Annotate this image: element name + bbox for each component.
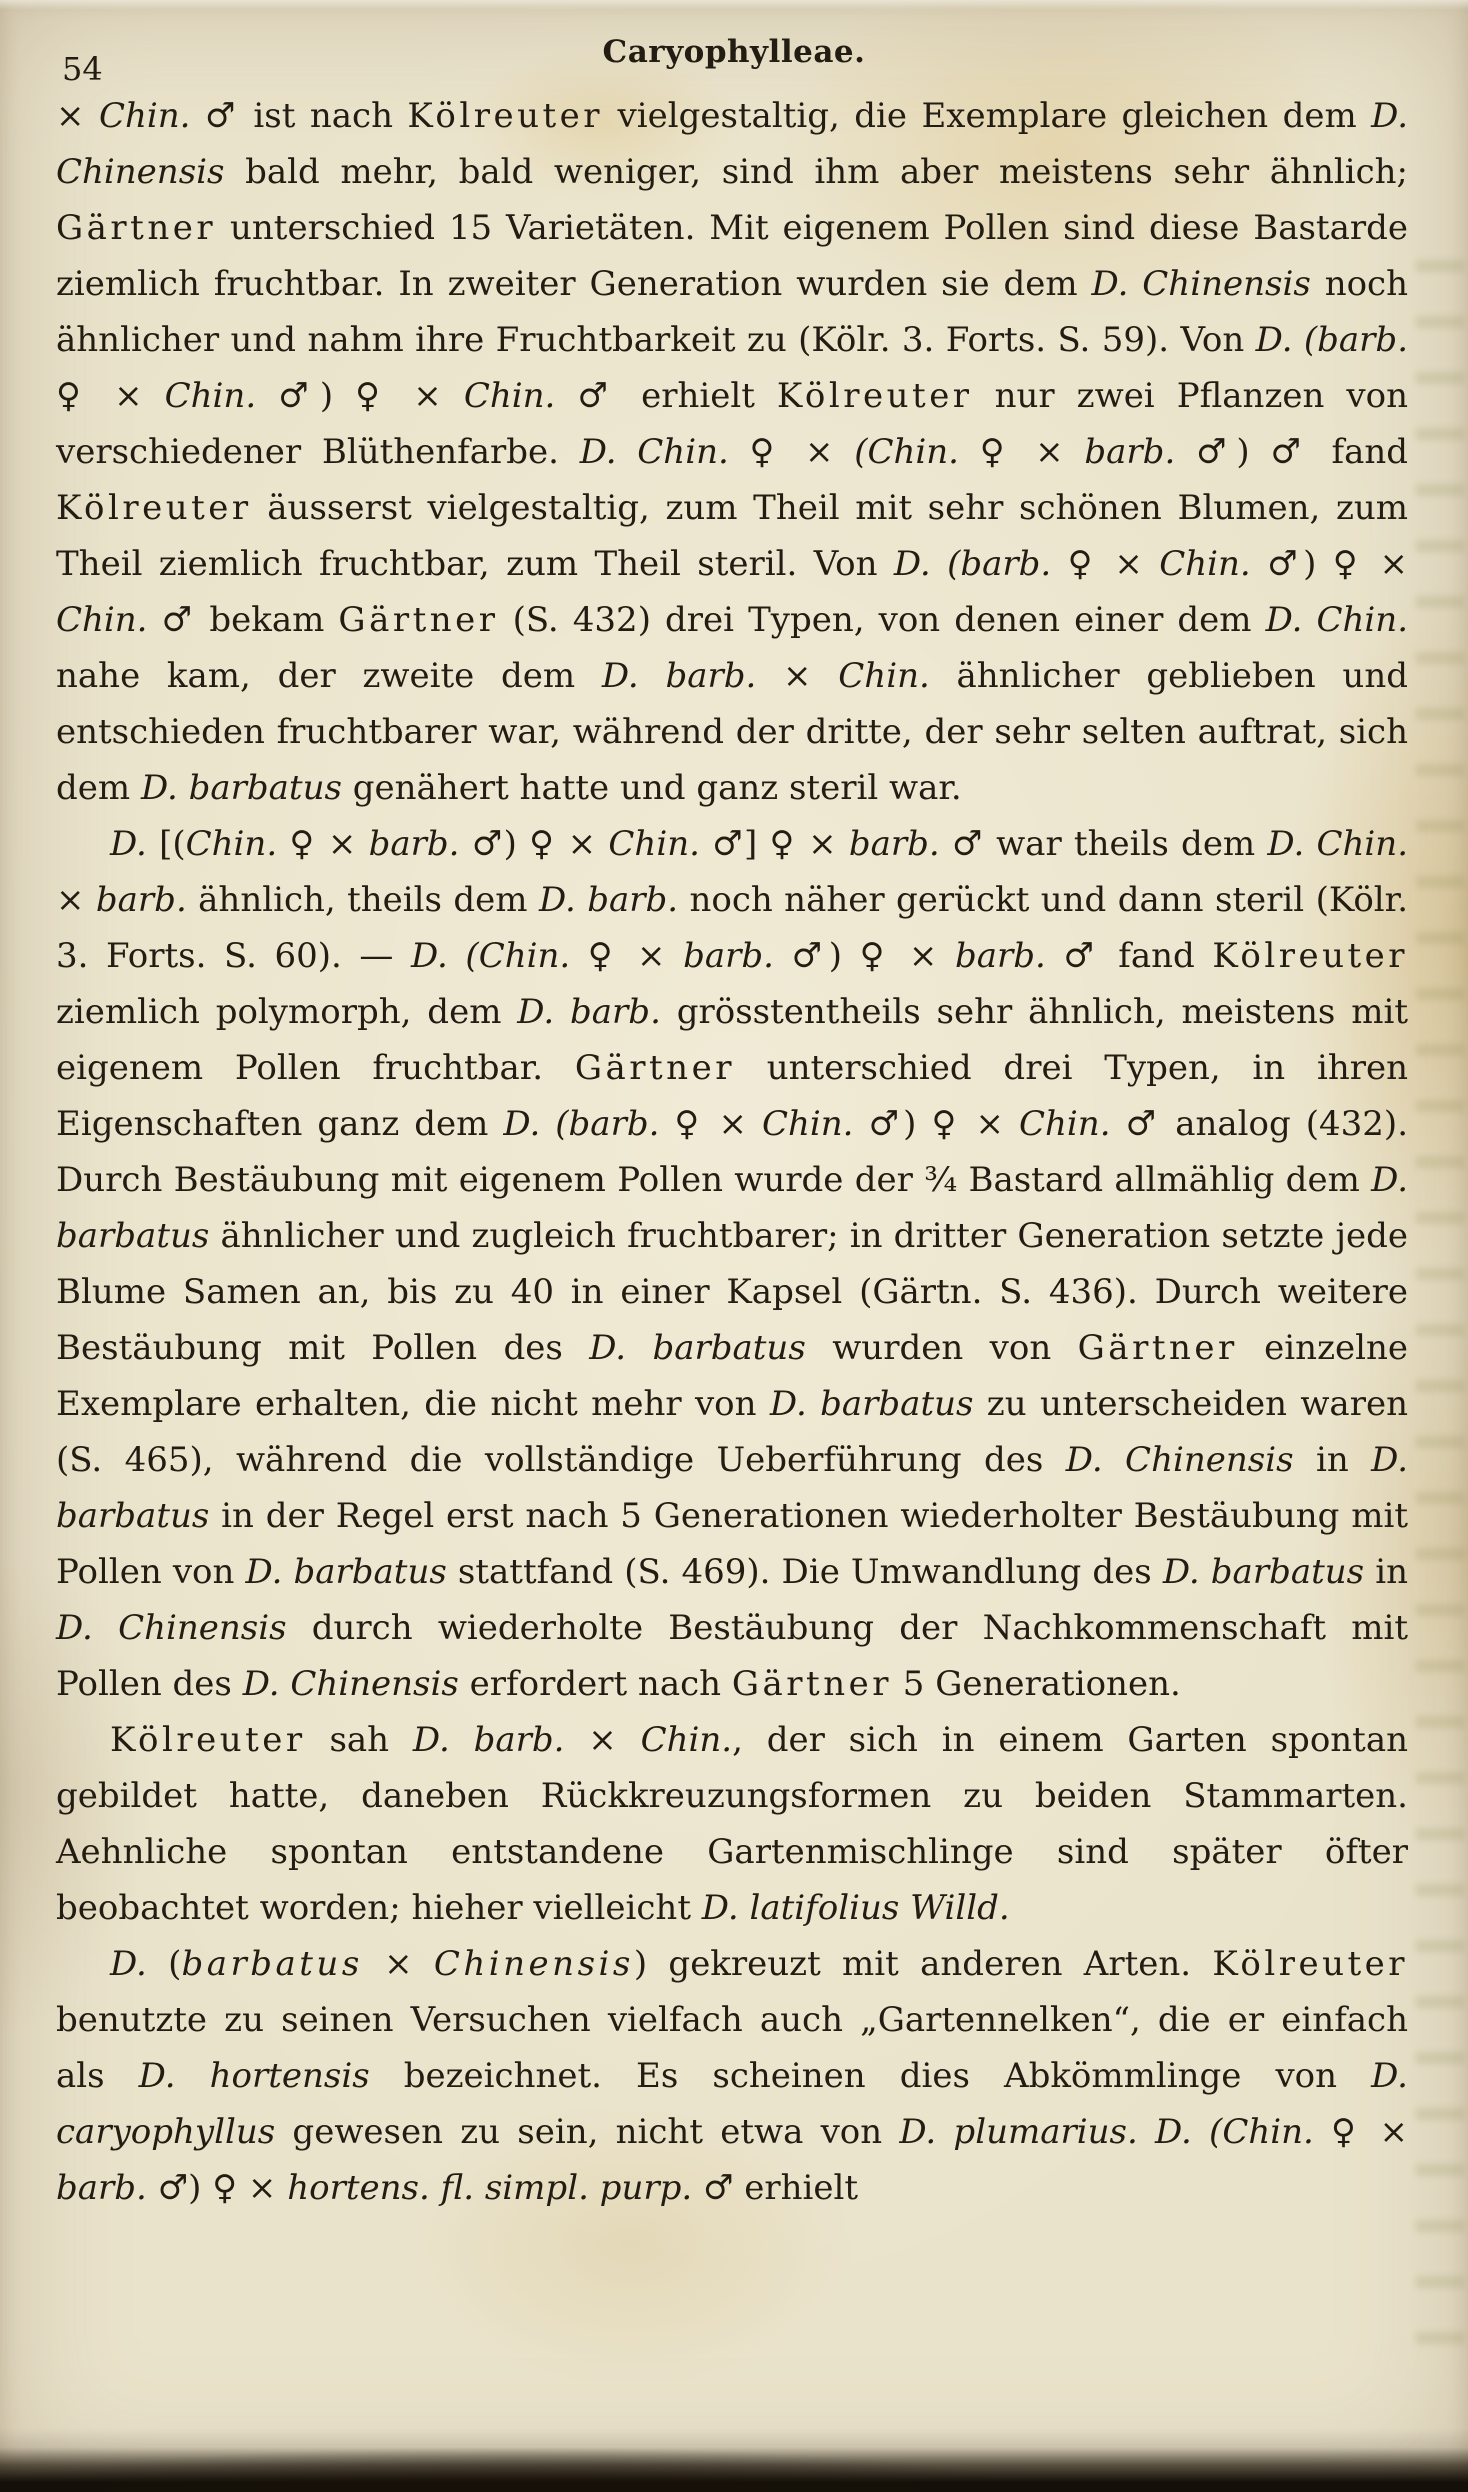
text-segment: × xyxy=(756,656,839,696)
text-segment: barb. xyxy=(683,936,774,976)
text-segment: ähnlich, theils dem xyxy=(186,880,539,920)
text-segment: hortens. fl. simpl. purp. xyxy=(287,2168,693,2208)
text-segment: in xyxy=(1293,1440,1372,1480)
paragraph xyxy=(56,816,1408,1712)
text-segment: ♂) ♀ × xyxy=(773,936,955,976)
text-segment: barb. xyxy=(848,824,940,864)
text-segment: D. caryophyllus xyxy=(56,2056,1408,2152)
text-segment: ♂) ♀ × xyxy=(459,824,609,864)
text-segment: D. plumarius. xyxy=(899,2112,1138,2152)
running-title: Caryophylleae. xyxy=(602,34,866,70)
text-segment: D. hortensis xyxy=(138,2056,370,2096)
text-segment: in der Regel erst nach 5 Generationen wiederholter Bestäubung mit Pollen von xyxy=(56,1496,1408,1592)
text-segment: barb. xyxy=(954,936,1046,976)
text-segment: genähert hatte und ganz steril war. xyxy=(341,768,962,808)
text-segment: ♀ × xyxy=(277,824,369,864)
text-segment: D. barbatus xyxy=(140,768,342,808)
text-segment: wurden von xyxy=(805,1328,1078,1368)
text-segment: barb. xyxy=(95,880,187,920)
text-segment: ♀ × xyxy=(1313,2112,1408,2152)
text-segment: ♂ erhielt xyxy=(555,376,777,416)
page-bottom-edge-shadow xyxy=(0,2428,1468,2492)
text-segment: Kölreuter xyxy=(56,488,252,528)
text-segment: D. Chinensis xyxy=(1065,1440,1294,1480)
text-segment: D. barb. xyxy=(412,1720,565,1760)
text-segment: D. latifolius xyxy=(701,1888,900,1928)
text-segment: bald mehr, bald weniger, sind ihm aber meistens sehr ähnlich; xyxy=(224,152,1408,192)
text-segment: Gärtner xyxy=(56,208,217,248)
text-segment: sah xyxy=(305,1720,413,1760)
text-segment: , der sich in einem Garten spontan gebildet hatte, daneben Rückkreuzungsformen zu beiden Stammarten. Aehnliche spontan entstandene Gartenmischlinge sind später öfter beobachtet worden; hieher vielleicht xyxy=(56,1720,1409,1928)
text-segment: D. barbatus xyxy=(589,1328,806,1368)
page-number: 54 xyxy=(62,50,103,88)
text-segment: ♀ × xyxy=(659,1104,762,1144)
text-segment: Chin. xyxy=(1019,1104,1111,1144)
text-segment: äusserst vielgestaltig, zum Theil mit sehr schönen Blumen, zum Theil ziemlich fruchtbar, zum Theil steril. Von xyxy=(56,488,1408,584)
text-segment: Chin. xyxy=(56,600,148,640)
text-segment: × xyxy=(56,880,96,920)
text-segment: Chin. xyxy=(185,824,278,864)
text-segment: 5 Generationen. xyxy=(891,1664,1181,1704)
text-segment: D. (Chin. xyxy=(1154,2112,1314,2152)
text-segment: × xyxy=(564,1720,641,1760)
text-segment: grösstentheils sehr ähnlich, meistens mit eigenem Pollen fruchtbar. xyxy=(56,992,1408,1088)
text-segment: ♂ erhielt xyxy=(692,2168,859,2208)
paragraph xyxy=(56,88,1408,816)
text-segment: Chinensis xyxy=(433,1944,634,1984)
text-segment: [( xyxy=(146,824,186,864)
text-segment: × xyxy=(56,96,99,136)
paragraph xyxy=(56,1712,1408,1936)
text-segment: D. Chin. xyxy=(1267,824,1409,864)
text-segment: ♀ × xyxy=(56,376,165,416)
text-segment: D. barbatus xyxy=(769,1384,974,1424)
text-segment: (Chin. xyxy=(854,432,959,472)
text-segment: Willd. xyxy=(910,1888,1010,1928)
text-segment: ♂) ♀ × xyxy=(146,2168,288,2208)
text-segment: gewesen zu sein, nicht etwa von xyxy=(275,2112,900,2152)
text-segment: unterschied 15 Varietäten. Mit eigenem Pollen sind diese Bastarde ziemlich fruchtbar. In zweiter Generation wurden sie dem xyxy=(56,208,1408,304)
text-segment: ♀ × xyxy=(728,432,855,472)
text-segment xyxy=(899,1888,910,1928)
text-segment: ♂) ♀ × xyxy=(256,376,464,416)
text-segment: Chin. xyxy=(98,96,191,136)
text-segment: D. Chinensis xyxy=(1091,264,1311,304)
text-segment: ziemlich polymorph, dem xyxy=(56,992,518,1032)
text-segment: barb. xyxy=(368,824,460,864)
text-segment: D. Chinensis xyxy=(56,96,1408,192)
text-segment: ♀ × xyxy=(570,936,684,976)
text-segment: D. Chin. xyxy=(579,432,729,472)
text-segment: D. (Chin. xyxy=(410,936,571,976)
text-segment: ♂ war theils dem xyxy=(939,824,1268,864)
page-header xyxy=(60,34,1408,88)
text-segment: ( xyxy=(146,1944,182,1984)
text-segment: Kölreuter xyxy=(776,376,973,416)
text-segment: ähnlicher geblieben und entschieden fruchtbarer war, während der dritte, der sehr selten auftrat, sich dem xyxy=(56,656,1408,808)
text-segment: nur zwei Pflanzen von verschiedener Blüthenfarbe. xyxy=(56,376,1408,472)
text-segment: in xyxy=(1364,1552,1408,1592)
text-segment: Gärtner xyxy=(338,600,499,640)
text-segment: Kölreuter xyxy=(110,1720,306,1760)
text-segment: zu unterscheiden waren (S. 465), während die vollständige Ueberführung des xyxy=(56,1384,1408,1480)
text-segment: Chin. xyxy=(608,824,700,864)
page-bleedthrough-ghost xyxy=(1416,260,1464,2362)
text-segment: nahe kam, der zweite dem xyxy=(56,656,602,696)
text-segment: D. barbatus xyxy=(245,1552,447,1592)
text-segment: Gärtner xyxy=(731,1664,892,1704)
page-top-edge-highlight xyxy=(0,0,1468,10)
page-body xyxy=(56,88,1408,2216)
text-segment: (S. 432) drei Typen, von denen einer dem xyxy=(498,600,1266,640)
text-segment: D. Chinensis xyxy=(242,1664,459,1704)
text-segment: D. Chinensis xyxy=(56,1608,287,1648)
text-segment: unterschied drei Typen, in ihren Eigenschaften ganz dem xyxy=(56,1048,1408,1144)
text-segment: Gärtner xyxy=(1077,1328,1238,1368)
text-segment: durch wiederholte Bestäubung der Nachkommenschaft mit Pollen des xyxy=(56,1608,1408,1704)
text-segment: Gärtner xyxy=(574,1048,735,1088)
text-segment: D. (barb. xyxy=(503,1104,660,1144)
text-segment: noch näher gerückt und dann steril (Kölr. 3. Forts. S. 60). — xyxy=(56,880,1408,976)
text-segment xyxy=(1138,2112,1155,2152)
text-segment: bezeichnet. Es scheinen dies Abkömmlinge von xyxy=(369,2056,1372,2096)
text-segment: ♂) ♂ fand xyxy=(1175,432,1409,472)
text-segment: D. xyxy=(110,824,147,864)
text-segment: Chin. xyxy=(164,376,257,416)
text-segment: Chin. xyxy=(640,1720,733,1760)
text-segment: ♂) ♀ × xyxy=(1250,544,1409,584)
text-segment: barb. xyxy=(1084,432,1176,472)
text-segment: vielgestaltig, die Exemplare gleichen dem xyxy=(603,96,1372,136)
text-segment: D. barb. xyxy=(517,992,661,1032)
text-segment: ♂ analog (432). Durch Bestäubung mit eigenem Pollen wurde der ¾ Bastard allmählig dem xyxy=(56,1104,1409,1200)
text-segment: ♂ ist nach xyxy=(190,96,408,136)
text-segment: D. barb. xyxy=(538,880,679,920)
text-segment: ♀ × xyxy=(1051,544,1160,584)
text-segment: D. barbatus xyxy=(56,1440,1408,1536)
text-segment: ♂) ♀ × xyxy=(853,1104,1020,1144)
text-segment: Kölreuter xyxy=(407,96,604,136)
text-segment: D. xyxy=(110,1944,147,1984)
paragraph xyxy=(56,1936,1408,2216)
text-segment: ♂] ♀ × xyxy=(699,824,849,864)
text-segment: ähnlicher und zugleich fruchtbarer; in dritter Generation setzte jede Blume Samen an, bis zu 40 in einer Kapsel (Gärtn. S. 436). Durch weitere Bestäubung mit Pollen des xyxy=(56,1216,1408,1368)
text-segment: Chin. xyxy=(838,656,930,696)
text-segment: erfordert nach xyxy=(458,1664,732,1704)
text-segment: barb. xyxy=(56,2168,147,2208)
text-segment: ♂ bekam xyxy=(147,600,339,640)
text-segment: × xyxy=(362,1944,434,1984)
text-segment: D. Chin. xyxy=(1265,600,1409,640)
text-segment: ♀ × xyxy=(958,432,1085,472)
text-segment: D. barbatus xyxy=(1162,1552,1365,1592)
text-segment: stattfand (S. 469). Die Umwandlung des xyxy=(446,1552,1163,1592)
text-segment: ♂ fand xyxy=(1045,936,1213,976)
text-segment: D. (barb. xyxy=(893,544,1052,584)
text-segment: Kölreuter xyxy=(1212,936,1409,976)
text-segment: D. barbatus xyxy=(56,1160,1408,1256)
text-segment: D. barb. xyxy=(601,656,757,696)
text-segment: barbatus xyxy=(181,1944,363,1984)
text-segment: einzelne Exemplare erhalten, die nicht mehr von xyxy=(56,1328,1408,1424)
text-segment: ) gekreuzt mit anderen Arten. xyxy=(633,1944,1213,1984)
text-segment: benutzte zu seinen Versuchen vielfach auch „Gartennelken“, die er einfach als xyxy=(56,2000,1408,2096)
text-segment: Chin. xyxy=(1159,544,1251,584)
text-segment: Chin. xyxy=(761,1104,854,1144)
text-segment: noch ähnlicher und nahm ihre Fruchtbarkeit zu (Kölr. 3. Forts. S. 59). Von xyxy=(56,264,1408,360)
text-segment: Chin. xyxy=(463,376,556,416)
text-segment: D. (barb. xyxy=(1255,320,1408,360)
text-segment: Kölreuter xyxy=(1212,1944,1408,1984)
